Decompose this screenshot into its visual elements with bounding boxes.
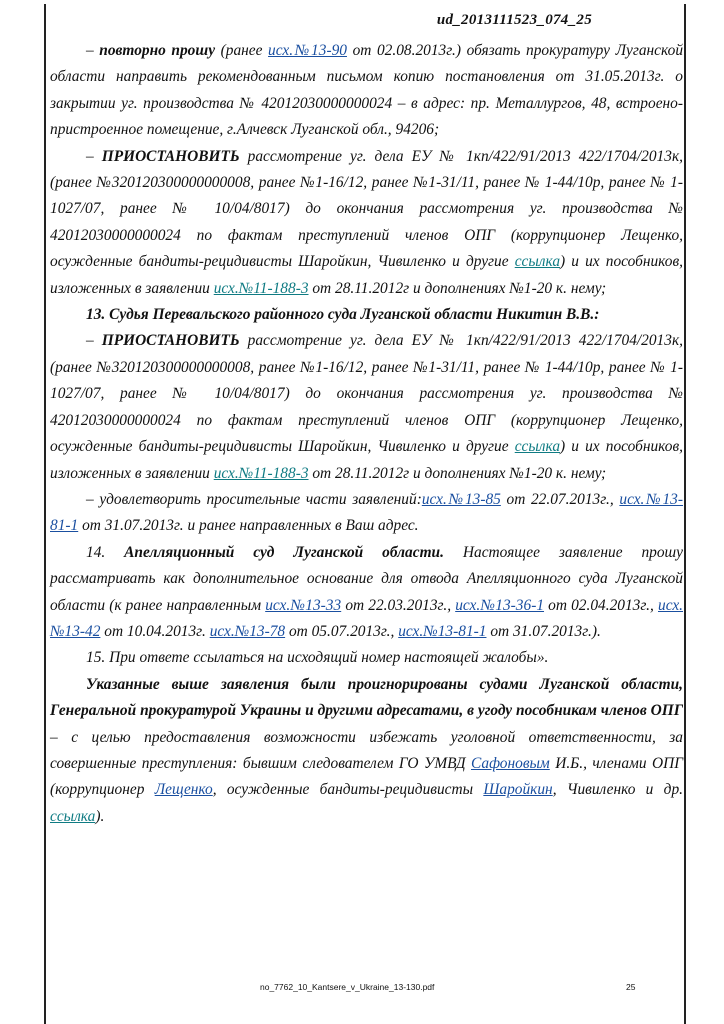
source-link[interactable]: ссылка [50, 807, 96, 825]
page-number: 25 [626, 982, 636, 992]
ref-link[interactable]: исх.№13-90 [268, 42, 347, 59]
ref-link[interactable]: исх.№13-36-1 [455, 596, 545, 614]
ref-link[interactable]: исх.№11-188-3 [213, 464, 309, 482]
person-link[interactable]: Лещенко [154, 781, 213, 799]
source-link[interactable]: ссылка [514, 438, 561, 456]
source-link[interactable]: ссылка [514, 253, 561, 271]
ref-link[interactable]: исх.№13-81-1 [398, 622, 487, 640]
paragraph-item-13: 13. Судья Перевальского районного суда Луганской области Никитин В.В.: [86, 306, 600, 324]
document-body [50, 38, 683, 830]
ref-link[interactable]: исх.№13-33 [265, 596, 342, 614]
ref-link[interactable]: исх.№13-81-1 [50, 490, 684, 535]
paragraph-suspend-1: – ПРИОСТАНОВИТЬ рассмотрение уг. дела ЕУ № 1кп/422/91/2013 422/1704/2013к, (ранее №320120300000000008, ранее №1-16/12, ранее №1-31/11, ранее № 1-44/10р, ранее № 1-1027/07, ранее № 10/04/8017) до окончания рассмотрения уг. производства № 42012030000000024 по фактам преступлений членов ОПГ (коррупционер Лещенко, осужденные бандиты-рецидивисты Шаройкин, Чивиленко и другие ссылка) и их пособников, изложенных в заявлении исх.№11-188-3 от 28.11.2012г и дополнениях №1-20 к. нему; [50, 147, 683, 297]
ref-link[interactable]: исх.№13-42 [50, 596, 684, 640]
document-id: ud_2013111523_074_25 [436, 12, 592, 28]
ref-link[interactable]: исх.№13-85 [421, 490, 501, 508]
paragraph-suspend-2: – ПРИОСТАНОВИТЬ рассмотрение уг. дела ЕУ № 1кп/422/91/2013 422/1704/2013к, (ранее №320120300000000008, ранее №1-16/12, ранее №1-31/11, ранее № 1-44/10р, ранее № 1-1027/07, ранее № 10/04/8017) до окончания рассмотрения уг. производства № 42012030000000024 по фактам преступлений членов ОПГ (коррупционер Лещенко, осужденные бандиты-рецидивисты Шаройкин, Чивиленко и другие ссылка) и их пособников, изложенных в заявлении исх.№11-188-3 от 28.11.2012г и дополнениях №1-20 к. нему; [50, 332, 683, 482]
paragraph-satisfy: – удовлетворить просительные части заявлений:исх.№13-85 от 22.07.2013г., исх.№13-81-1 от 31.07.2013г. и ранее направленных в Ваш адрес. [50, 490, 684, 535]
person-link[interactable]: Сафоновым [471, 754, 550, 772]
footer-filename: no_7762_10_Kantsere_v_Ukraine_13-130.pdf [260, 982, 435, 992]
paragraph-item-14: 14. Апелляционный суд Луганской области. Настоящее заявление прошу рассматривать как дополнительное основание для отвода Апелляционного суда Луганской области (к ранее направленным исх.№13-33 от 22.03.2013г., исх.№13-36-1 от 02.04.2013г., исх.№13-42 от 10.04.2013г. исх.№13-78 от 05.07.2013г., исх.№13-81-1 от 31.07.2013г.). [50, 543, 684, 640]
ref-link[interactable]: исх.№11-188-3 [213, 279, 309, 297]
ref-link[interactable]: исх.№13-78 [209, 622, 286, 640]
paragraph-ignored: Указанные выше заявления были проигнорированы судами Луганской области, Генеральной прокуратурой Украины и другими адресатами, в угоду пособникам членов ОПГ – с целью предоставления возможности избежать уголовной ответственности, за совершенные преступления: бывшим следователем ГО УМВД Сафоновым И.Б., членами ОПГ (коррупционер Лещенко, осужденные бандиты-рецидивисты Шаройкин, Чивиленко и др. ссылка). [50, 675, 683, 825]
person-link[interactable]: Шаройкин [483, 781, 553, 799]
paragraph-repeat-request: – повторно прошу (ранее исх.№13-90 от 02.08.2013г.) обязать прокуратуру Луганской области направить рекомендованным письмом копию постановления от 31.05.2013г. о закрытии уг. производства № 42012030000000024 – в адрес: пр. Металлургов, 48, встроено-пристроенное помещение, г.Алчевск Луганской обл., 94206; [50, 42, 684, 139]
paragraph-item-15: 15. При ответе ссылаться на исходящий номер настоящей жалобы». [86, 649, 549, 667]
